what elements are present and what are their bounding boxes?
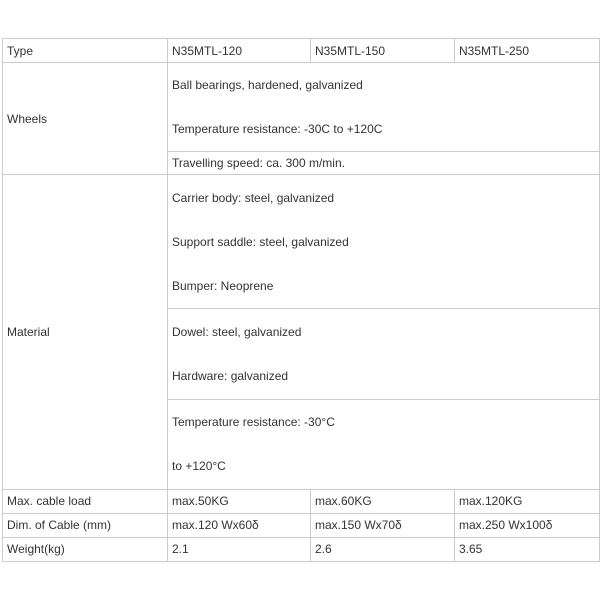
cable-dimension-row bbox=[3, 513, 600, 537]
spec-table bbox=[2, 38, 600, 562]
cable-dimension-3: max.250 Wx100δ bbox=[455, 513, 600, 537]
type-label: Type bbox=[3, 39, 168, 63]
max-cable-load-label: Max. cable load bbox=[3, 489, 168, 513]
material-label: Material bbox=[3, 175, 168, 490]
wheels-specs-cell bbox=[168, 63, 600, 152]
max-cable-load-2: max.60KG bbox=[311, 489, 455, 513]
max-cable-load-row bbox=[3, 489, 600, 513]
material-bumper: Bumper: Neoprene bbox=[172, 278, 274, 293]
material-temperature-1: Temperature resistance: -30°C bbox=[172, 415, 335, 430]
model-1: N35MTL-120 bbox=[168, 39, 311, 63]
weight-row bbox=[3, 537, 600, 561]
cable-dimension-label: Dim. of Cable (mm) bbox=[3, 513, 168, 537]
material-hardware: Hardware: galvanized bbox=[172, 369, 289, 384]
wheels-label: Wheels bbox=[3, 63, 168, 175]
weight-2: 2.6 bbox=[311, 537, 455, 561]
cable-dimension-1: max.120 Wx60δ bbox=[168, 513, 311, 537]
material-carrier-body: Carrier body: steel, galvanized bbox=[172, 190, 335, 205]
wheels-temperature: Temperature resistance: -30C to +120C bbox=[172, 122, 383, 137]
weight-label: Weight(kg) bbox=[3, 537, 168, 561]
max-cable-load-1: max.50KG bbox=[168, 489, 311, 513]
weight-1: 2.1 bbox=[168, 537, 311, 561]
material-body-cell bbox=[168, 175, 600, 309]
weight-3: 3.65 bbox=[455, 537, 600, 561]
model-2: N35MTL-150 bbox=[311, 39, 455, 63]
material-dowel: Dowel: steel, galvanized bbox=[172, 325, 302, 340]
model-3: N35MTL-250 bbox=[455, 39, 600, 63]
wheels-speed: Travelling speed: ca. 300 m/min. bbox=[168, 152, 600, 175]
header-row bbox=[3, 39, 600, 63]
cable-dimension-2: max.150 Wx70δ bbox=[311, 513, 455, 537]
wheels-row-1 bbox=[3, 63, 600, 152]
material-support-saddle: Support saddle: steel, galvanized bbox=[172, 234, 349, 249]
max-cable-load-3: max.120KG bbox=[455, 489, 600, 513]
material-temperature-cell bbox=[168, 399, 600, 489]
wheels-bearings: Ball bearings, hardened, galvanized bbox=[172, 78, 363, 93]
material-dowel-cell bbox=[168, 309, 600, 399]
material-temperature-2: to +120°C bbox=[172, 459, 226, 474]
material-row-1 bbox=[3, 175, 600, 309]
